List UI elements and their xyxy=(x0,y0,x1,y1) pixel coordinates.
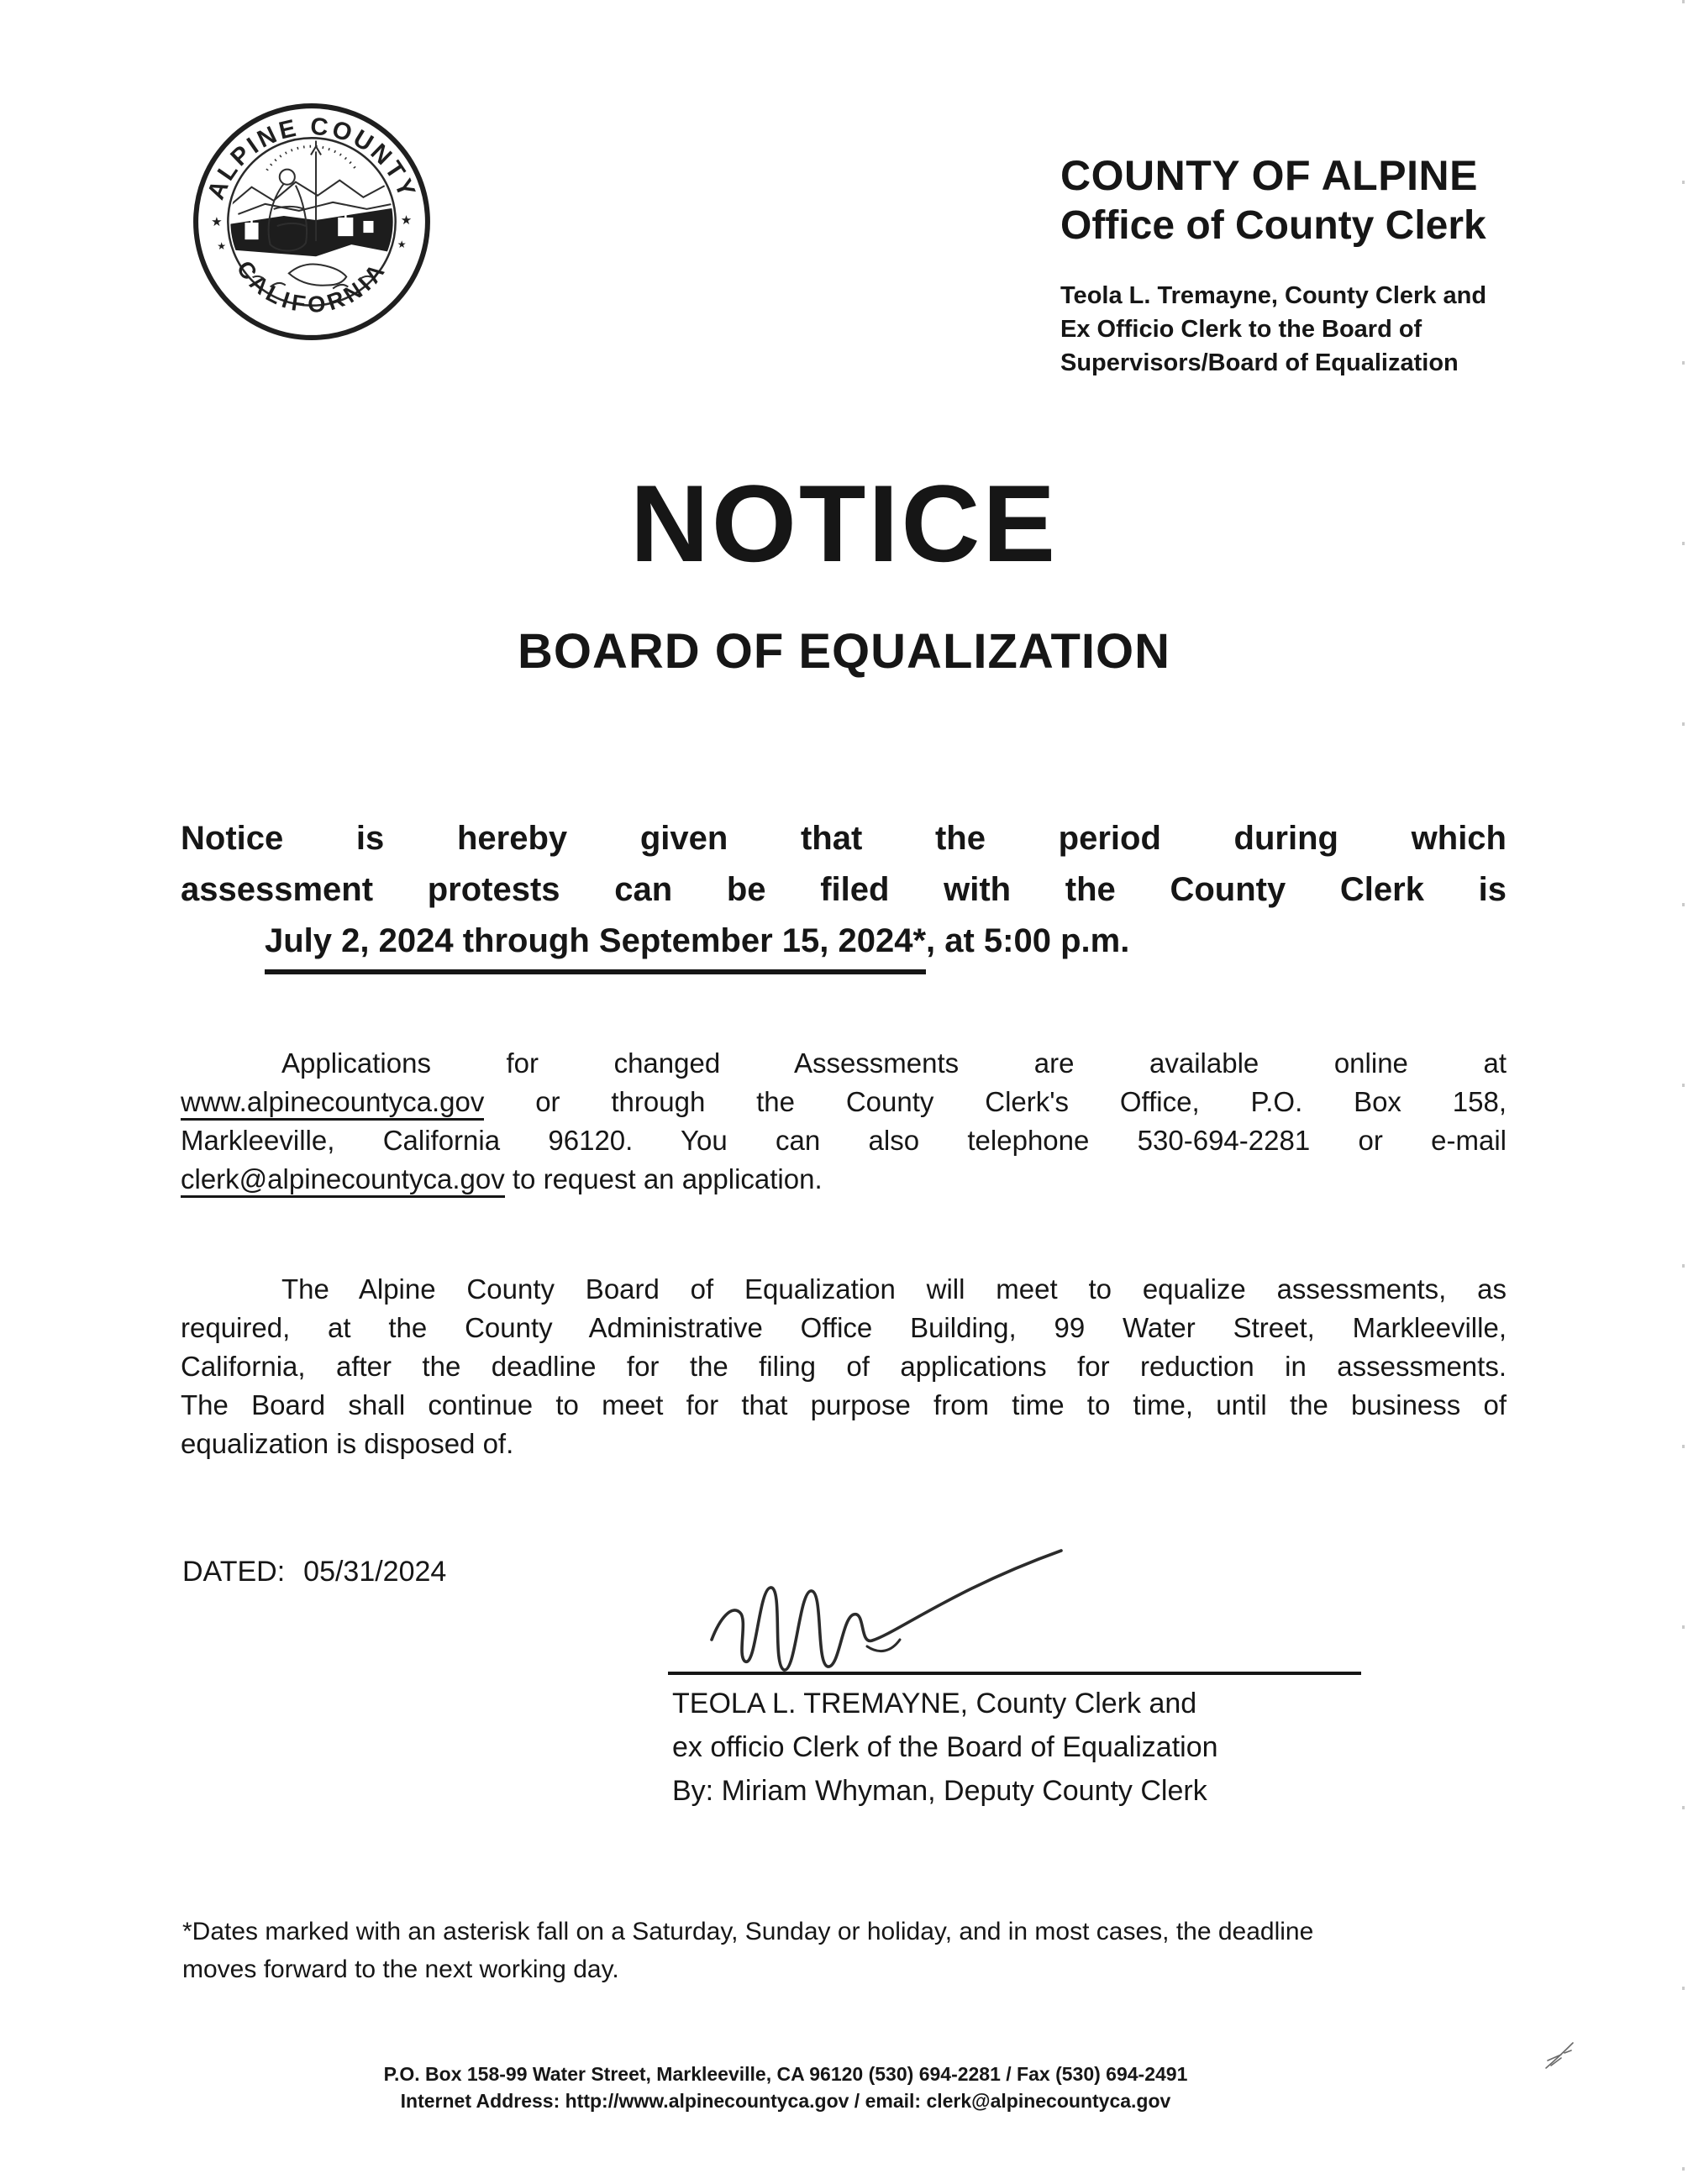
page-title: NOTICE xyxy=(629,462,1059,585)
seal-star-icon: ★ xyxy=(397,239,407,251)
clerk-identification xyxy=(1060,279,1598,380)
paragraph-line: California, after the deadline for the filing of applications for reduction in assessments. xyxy=(181,1351,1507,1382)
notice-line: Notice is hereby given that the period during which xyxy=(181,820,1507,857)
paragraph-line: Markleeville, California 96120. You can also telephone 530-694-2281 or e-mail xyxy=(181,1125,1507,1156)
applications-paragraph xyxy=(181,1044,1507,1199)
deputy-line: By: Miriam Whyman, Deputy County Clerk xyxy=(672,1775,1207,1807)
seal-star-icon: ★ xyxy=(217,240,227,253)
scan-edge-artifact xyxy=(1682,0,1685,2184)
signature-scribble xyxy=(702,1537,1096,1676)
seal-star-icon: ★ xyxy=(400,213,413,228)
svg-text:CALIFORNIA xyxy=(232,255,392,318)
paragraph-line xyxy=(181,1083,1507,1121)
notice-line xyxy=(181,916,1507,974)
dated-label: DATED: xyxy=(182,1556,286,1588)
county-seal-icon xyxy=(189,99,434,344)
signer-title-2: ex officio Clerk of the Board of Equalization xyxy=(672,1731,1218,1763)
footer-address-line: P.O. Box 158-99 Water Street, Markleeville, CA 96120 (530) 694-2281 / Fax (530) 694-2491 xyxy=(383,2063,1188,2085)
paragraph-text: to request an application. xyxy=(504,1163,823,1194)
clerk-line: Ex Officio Clerk to the Board of xyxy=(1060,316,1422,343)
board-meeting-paragraph xyxy=(181,1270,1507,1463)
footer-internet-line: Internet Address: http://www.alpinecountyca.gov / email: clerk@alpinecountyca.gov xyxy=(400,2090,1171,2112)
footnote-line: moves forward to the next working day. xyxy=(182,1956,619,1983)
footnote-line: *Dates marked with an asterisk fall on a Saturday, Sunday or holiday, and in most cases, the deadline xyxy=(182,1918,1314,1945)
footer-contact xyxy=(0,2061,1571,2114)
notice-statement xyxy=(181,813,1507,974)
signature-rule xyxy=(668,1672,1361,1675)
dated-line xyxy=(182,1556,446,1588)
asterisk-footnote xyxy=(182,1913,1527,1988)
paragraph-text: or through the County Clerk's Office, P.O. Box 158, xyxy=(484,1086,1507,1117)
stray-pen-mark xyxy=(1539,2034,1585,2076)
paragraph-line: The Board shall continue to meet for that purpose from time to time, until the business of xyxy=(181,1389,1507,1420)
page-subtitle: BOARD OF EQUALIZATION xyxy=(517,624,1171,679)
seal-arc-bottom-text: CALIFORNIA xyxy=(231,255,392,318)
website-link: www.alpinecountyca.gov xyxy=(181,1086,484,1121)
paragraph-line: required, at the County Administrative Office Building, 99 Water Street, Markleeville, xyxy=(181,1312,1507,1343)
protest-period-dates: July 2, 2024 through September 15, 2024* xyxy=(265,916,926,974)
notice-time: , at 5:00 p.m. xyxy=(926,922,1130,959)
email-link: clerk@alpinecountyca.gov xyxy=(181,1163,505,1198)
clerk-line: Supervisors/Board of Equalization xyxy=(1060,349,1459,376)
org-name: COUNTY OF ALPINE xyxy=(1060,152,1478,199)
seal-arc-top-text: ALPINE COUNTY xyxy=(202,113,421,204)
dated-value: 05/31/2024 xyxy=(303,1556,447,1588)
paragraph-line: Applications for changed Assessments are available online at xyxy=(281,1047,1507,1079)
paragraph-line: The Alpine County Board of Equalization will meet to equalize assessments, as xyxy=(281,1273,1507,1305)
letterhead xyxy=(1060,150,1598,380)
paragraph-line xyxy=(181,1160,1507,1199)
signer-name-title: TEOLA L. TREMAYNE, County Clerk and xyxy=(672,1688,1197,1719)
signature-block xyxy=(672,1682,1496,1813)
clerk-line: Teola L. Tremayne, County Clerk and xyxy=(1060,282,1487,309)
paragraph-line: equalization is disposed of. xyxy=(181,1428,514,1459)
office-name: Office of County Clerk xyxy=(1060,203,1486,248)
notice-line: assessment protests can be filed with the County Clerk is xyxy=(181,871,1507,908)
seal-star-icon: ★ xyxy=(211,215,223,230)
